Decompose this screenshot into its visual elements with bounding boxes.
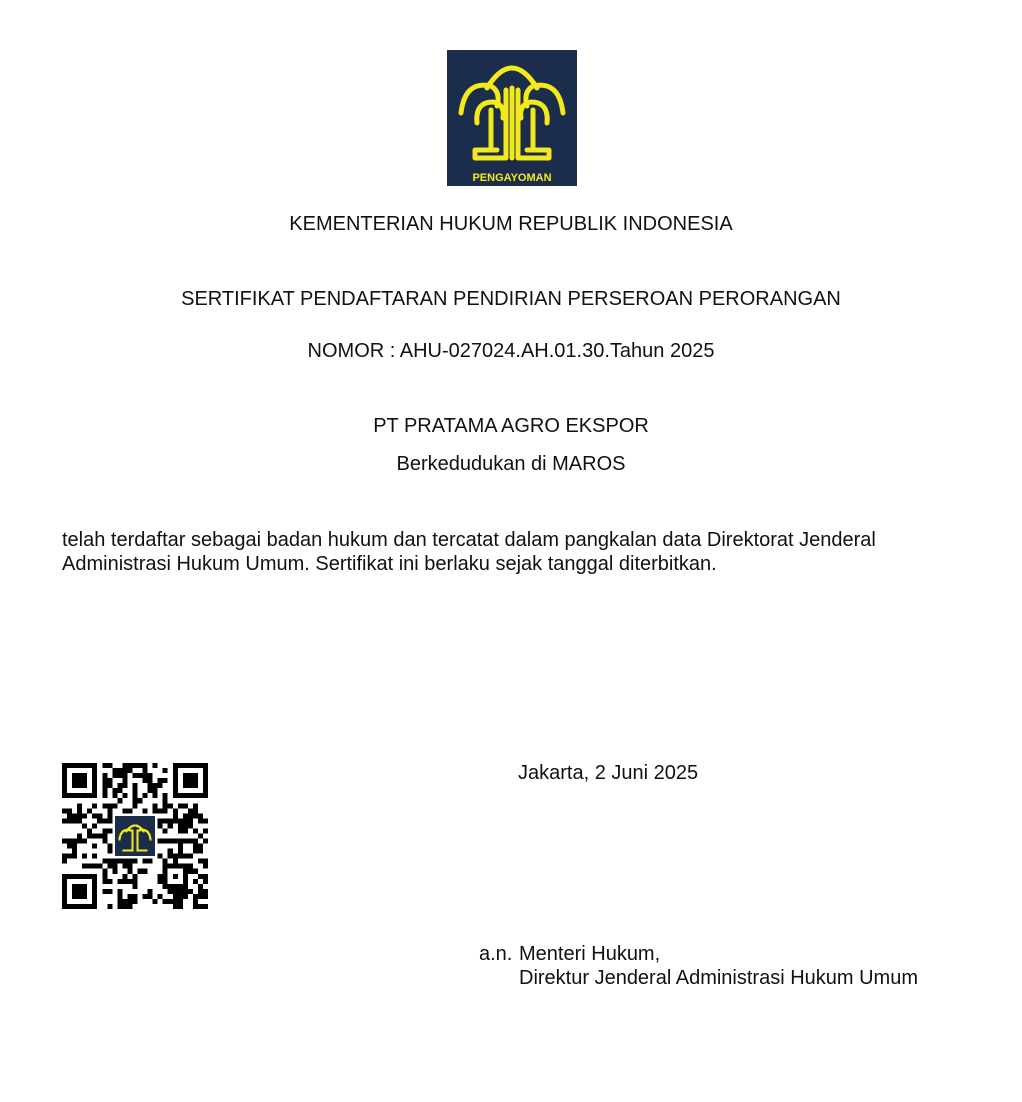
ministry-logo — [447, 50, 577, 186]
on-behalf-prefix: a.n. — [479, 943, 513, 965]
certificate-number: NOMOR : AHU-027024.AH.01.30.Tahun 2025 — [307, 340, 715, 362]
signer-line-minister: Menteri Hukum, — [519, 943, 661, 965]
company-domicile: Berkedudukan di MAROS — [396, 453, 626, 475]
issue-place-date: Jakarta, 2 Juni 2025 — [518, 762, 699, 784]
company-name: PT PRATAMA AGRO EKSPOR — [373, 415, 649, 437]
signer-line-director: Direktur Jenderal Administrasi Hukum Umum — [519, 967, 919, 989]
ministry-name: KEMENTERIAN HUKUM REPUBLIK INDONESIA — [289, 213, 733, 235]
signer-title — [519, 942, 918, 990]
certificate-title: SERTIFIKAT PENDAFTARAN PENDIRIAN PERSEROAN PERORANGAN — [181, 288, 841, 310]
logo-emblem-text: PENGAYOMAN — [472, 172, 552, 184]
certificate-statement: telah terdaftar sebagai badan hukum dan tercatat dalam pangkalan data Direktorat Jenderal Administrasi Hukum Umum. Sertifikat ini berlaku sejak tanggal diterbitkan. — [62, 529, 876, 575]
qr-code-icon — [62, 763, 208, 909]
